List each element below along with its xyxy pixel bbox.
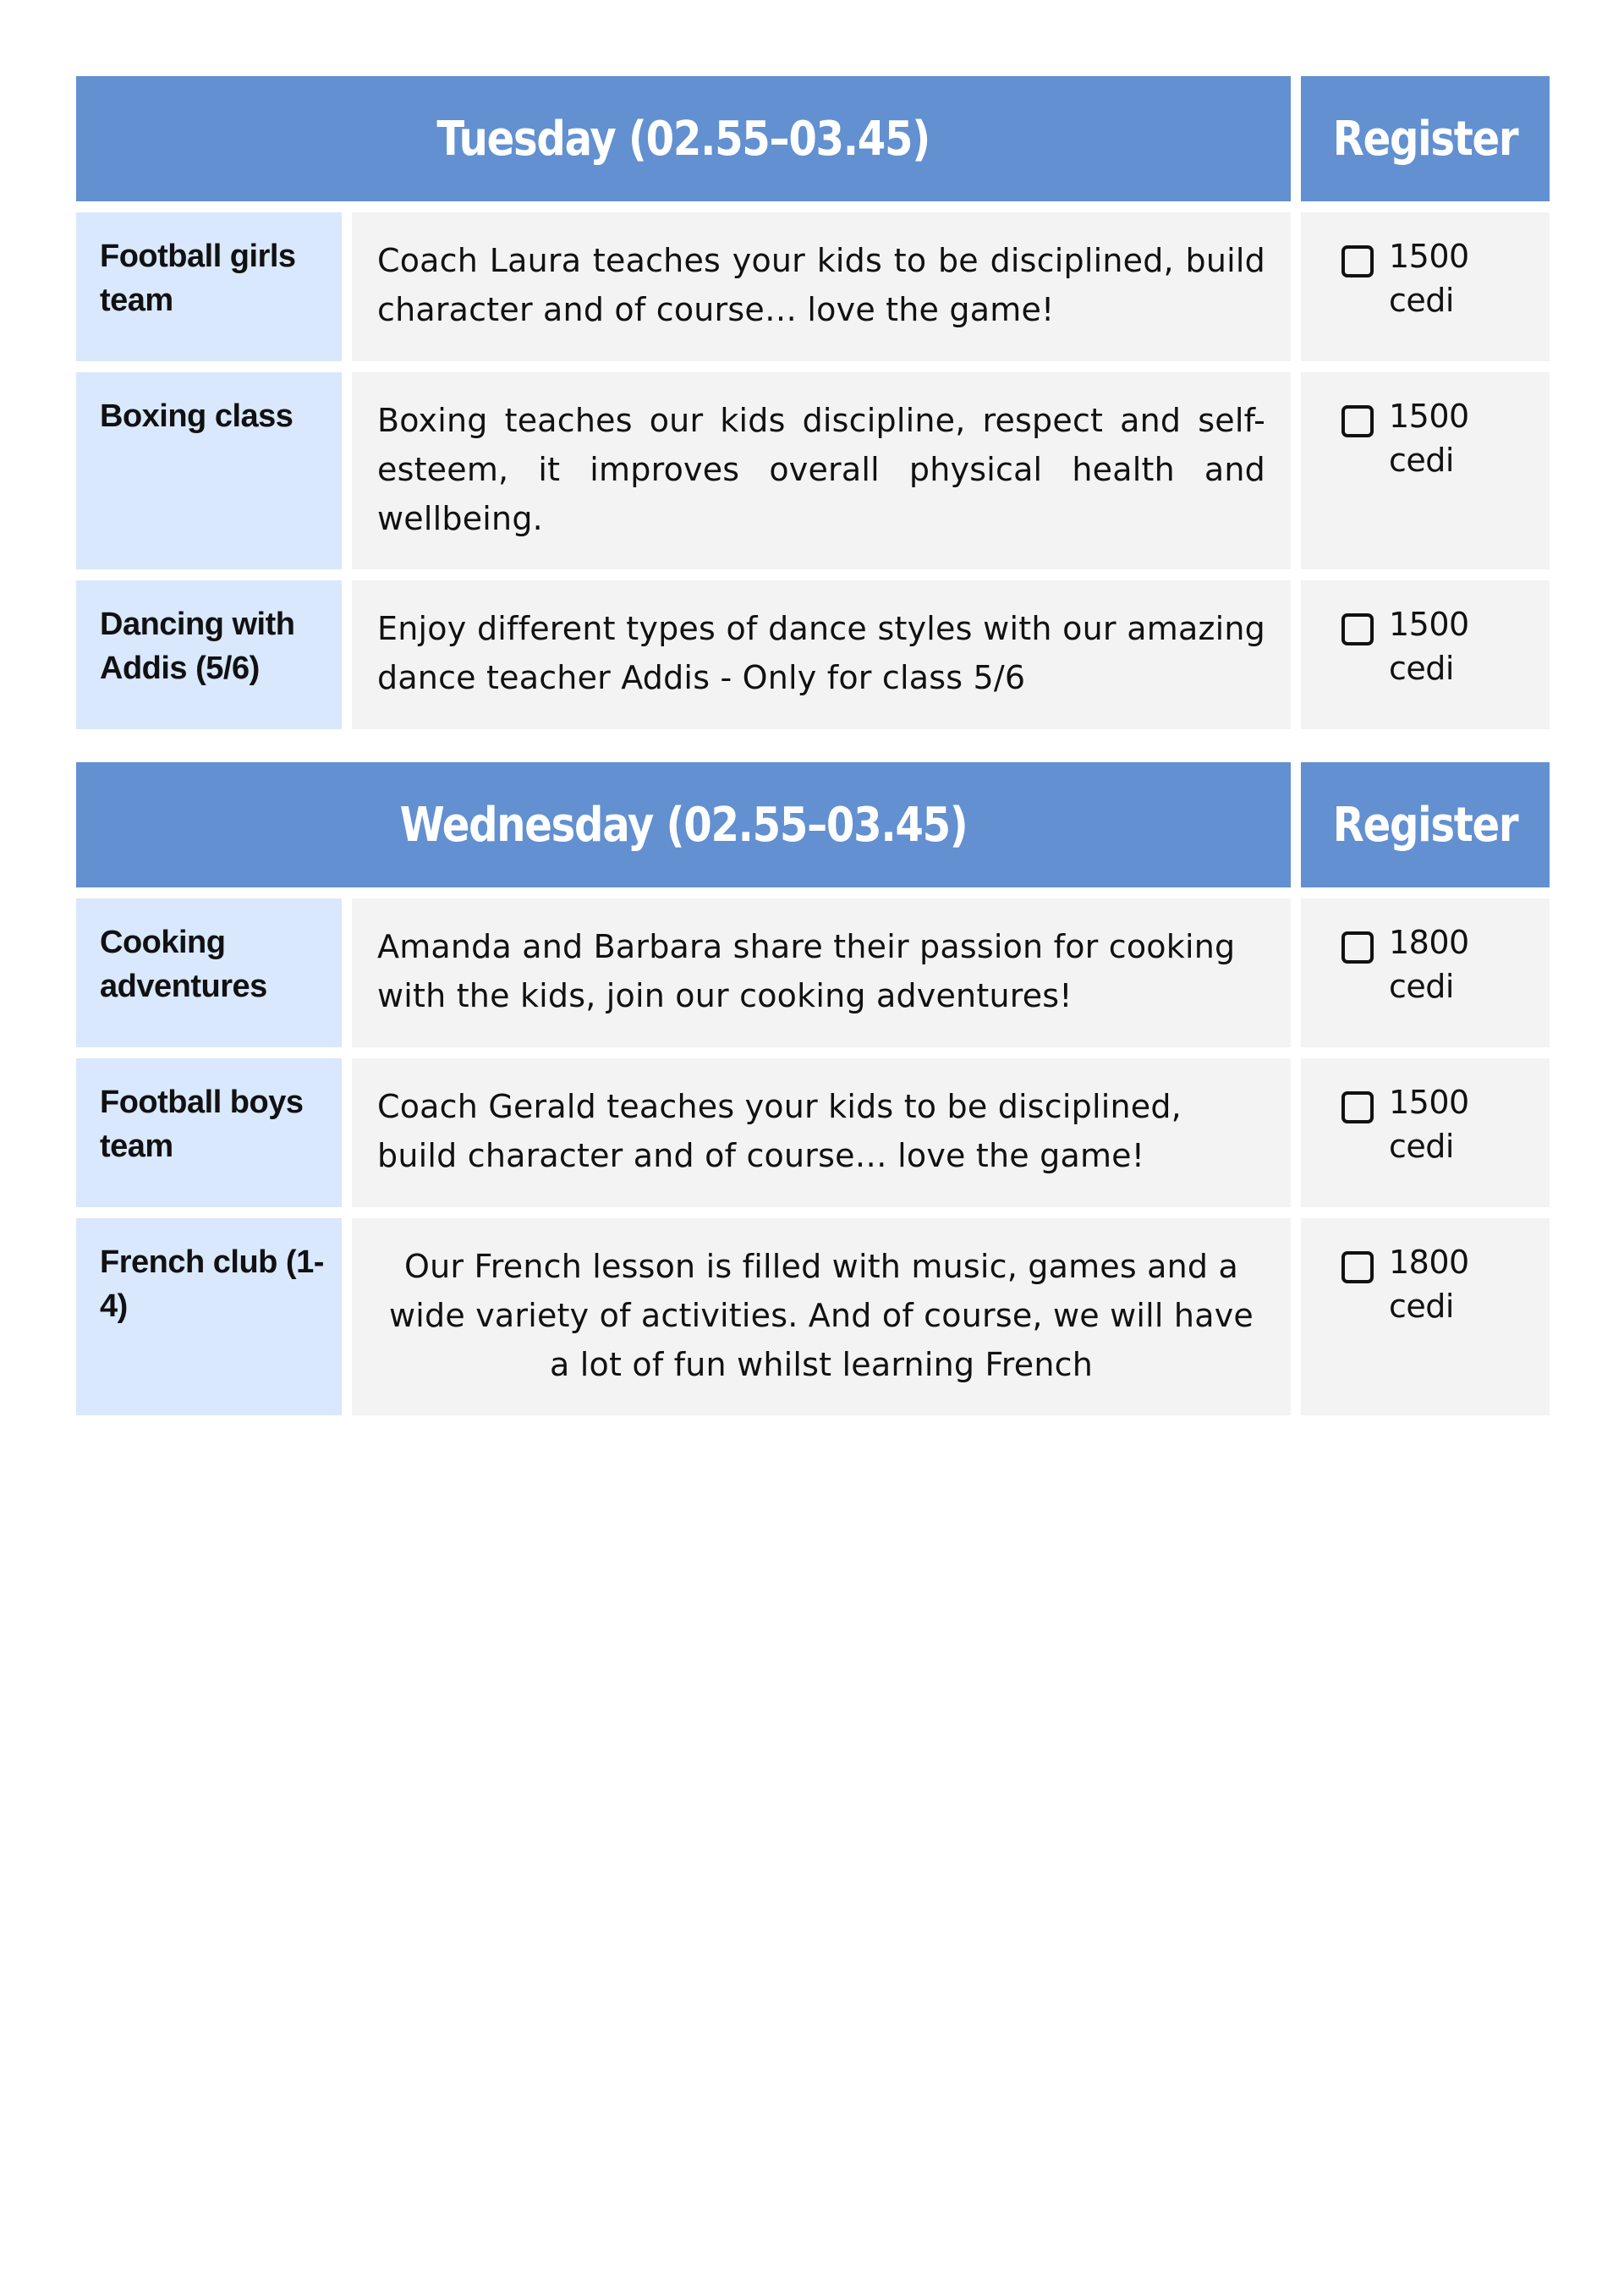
price-currency: cedi bbox=[1389, 442, 1454, 479]
price-currency: cedi bbox=[1389, 1128, 1454, 1165]
price bbox=[1389, 920, 1469, 1008]
register-cell bbox=[1301, 212, 1550, 361]
register-cell bbox=[1301, 898, 1550, 1047]
activity-description: Coach Gerald teaches your kids to be disciplined, build character and of course… love the game! bbox=[352, 1058, 1291, 1207]
activity-name: Boxing class bbox=[76, 372, 342, 569]
wednesday-table bbox=[76, 762, 1550, 1415]
price-currency: cedi bbox=[1389, 282, 1454, 319]
activity-name: Football boys team bbox=[76, 1058, 342, 1207]
register-checkbox[interactable] bbox=[1341, 405, 1374, 437]
day-header: Wednesday (02.55–03.45) bbox=[76, 762, 1291, 887]
price-amount: 1500 bbox=[1389, 398, 1469, 435]
price-currency: cedi bbox=[1389, 968, 1454, 1005]
activity-name: Dancing with Addis (5/6) bbox=[76, 580, 342, 729]
activity-description: Boxing teaches our kids discipline, respect and self-esteem, it improves overall physical health and wellbeing. bbox=[352, 372, 1291, 569]
activity-schedule bbox=[76, 76, 1550, 1415]
activity-description: Our French lesson is filled with music, games and a wide variety of activities. And of course, we will have a lot of fun whilst learning French bbox=[352, 1218, 1291, 1415]
price-amount: 1500 bbox=[1389, 238, 1469, 275]
register-cell bbox=[1301, 580, 1550, 729]
price-currency: cedi bbox=[1389, 1288, 1454, 1325]
activity-description: Enjoy different types of dance styles with our amazing dance teacher Addis - Only for class 5/6 bbox=[352, 580, 1291, 729]
price bbox=[1389, 1080, 1469, 1168]
price-currency: cedi bbox=[1389, 650, 1454, 687]
price-amount: 1800 bbox=[1389, 1244, 1469, 1281]
register-cell bbox=[1301, 1058, 1550, 1207]
price-amount: 1800 bbox=[1389, 924, 1469, 961]
price bbox=[1389, 394, 1469, 482]
register-checkbox[interactable] bbox=[1341, 1251, 1374, 1283]
price bbox=[1389, 1240, 1469, 1328]
register-checkbox[interactable] bbox=[1341, 613, 1374, 645]
register-cell bbox=[1301, 372, 1550, 569]
activity-name: Cooking adventures bbox=[76, 898, 342, 1047]
day-header: Tuesday (02.55–03.45) bbox=[76, 76, 1291, 201]
activity-description: Amanda and Barbara share their passion for cooking with the kids, join our cooking adventures! bbox=[352, 898, 1291, 1047]
price bbox=[1389, 602, 1469, 690]
register-checkbox[interactable] bbox=[1341, 1091, 1374, 1123]
price bbox=[1389, 234, 1469, 322]
register-checkbox[interactable] bbox=[1341, 245, 1374, 277]
tuesday-table bbox=[76, 76, 1550, 729]
price-amount: 1500 bbox=[1389, 1084, 1469, 1121]
activity-name: French club (1-4) bbox=[76, 1218, 342, 1415]
activity-description: Coach Laura teaches your kids to be disciplined, build character and of course… love the game! bbox=[352, 212, 1291, 361]
register-header: Register bbox=[1301, 762, 1550, 887]
register-cell bbox=[1301, 1218, 1550, 1415]
register-checkbox[interactable] bbox=[1341, 931, 1374, 964]
price-amount: 1500 bbox=[1389, 606, 1469, 643]
register-header: Register bbox=[1301, 76, 1550, 201]
activity-name: Football girls team bbox=[76, 212, 342, 361]
